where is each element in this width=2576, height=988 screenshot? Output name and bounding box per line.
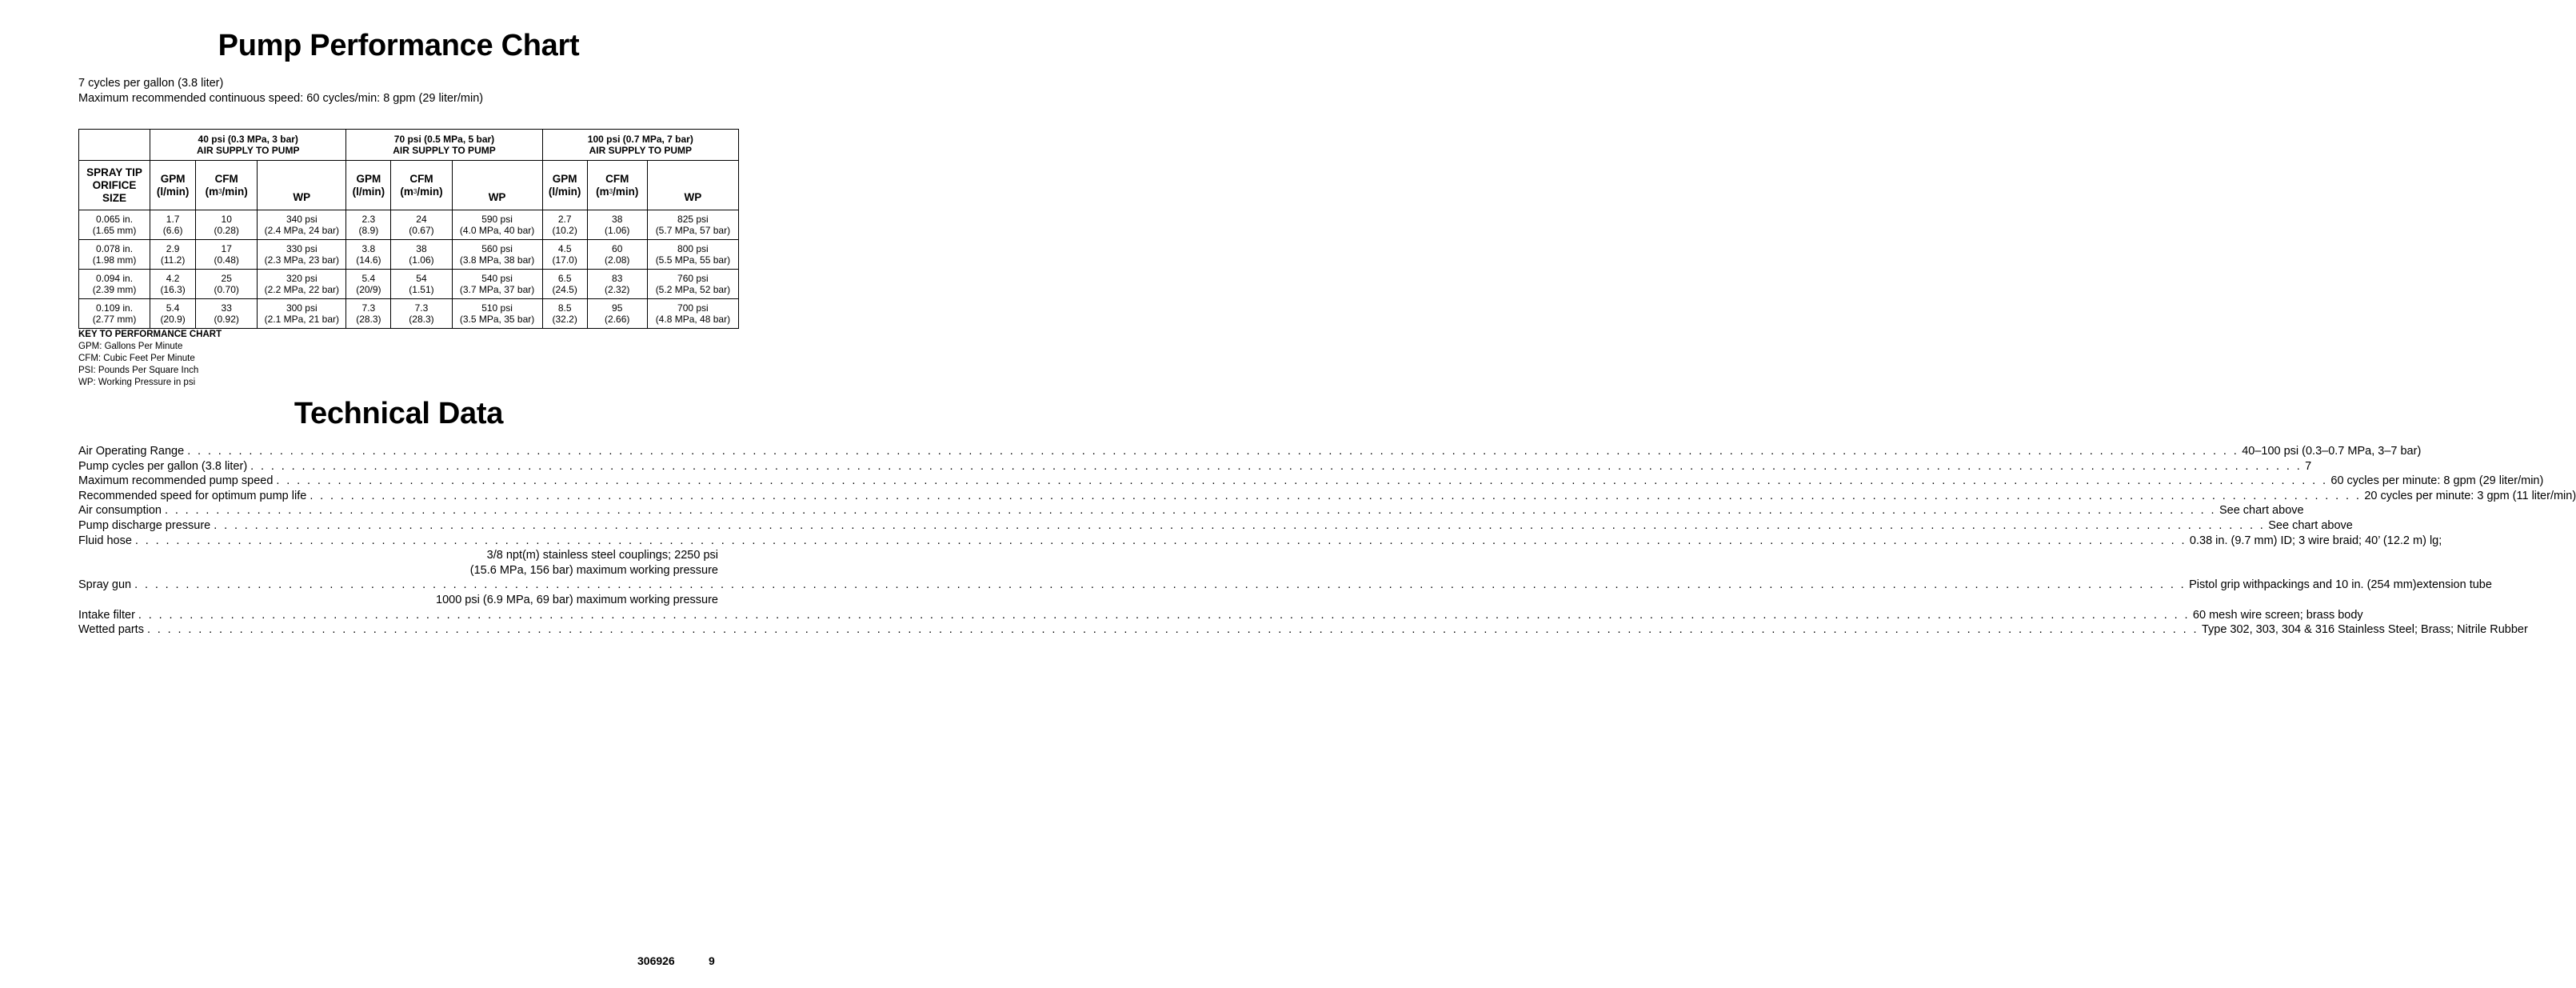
table-cell: 800 psi (5.5 MPa, 55 bar)	[647, 240, 738, 270]
key-item: GPM: Gallons Per Minute	[78, 342, 183, 351]
table-cell: 38 (1.06)	[587, 210, 647, 240]
table-row	[79, 270, 739, 299]
column-header-wp: WP	[452, 161, 542, 210]
table-cell: 8.5 (32.2)	[542, 299, 587, 329]
table-cell: 95 (2.66)	[587, 299, 647, 329]
table-corner-cell	[79, 130, 150, 161]
column-header-cfm: CFM $(m^3/\min)$	[391, 161, 452, 210]
table-cell: 17 (0.48)	[196, 240, 258, 270]
table-cell: 7.3 (28.3)	[391, 299, 452, 329]
document-number: 306926	[637, 954, 675, 967]
table-cell: 83 (2.32)	[587, 270, 647, 299]
key-item: WP: Working Pressure in psi	[78, 378, 196, 387]
table-row	[79, 240, 739, 270]
column-header-cfm: CFM $(m^3/\min)$	[587, 161, 647, 210]
table-cell: 2.9 (11.2)	[150, 240, 196, 270]
table-cell: 825 psi (5.7 MPa, 57 bar)	[647, 210, 738, 240]
intro-text	[78, 76, 483, 106]
spec-air-operating-range: Air Operating Range . . . . . . . . . . . . . . . . . . . . . . . . . . . . . . . . . . . . . . . . . . . . . . . . . . . . . . . . . . . . . . . . . . . . . . . . . . . . . . . . . . . . . . . . . . . . . . . . . . . . . . . . . . . . . . . . . . . . . . . . . . . . . . . . . . . . . . . . . . . . . . . . . . . . . . . . . . . . . . . . . . . . . . . . . . . . . . . . . . . . . . . . . . . . . . . . . . . . . . . . 40–100 psi (0.3–0.7 MPa, 3–7 bar)	[78, 445, 2422, 458]
key-item: CFM: Cubic Feet Per Minute	[78, 354, 195, 363]
column-header-cfm: CFM $(m^3/\min)$	[196, 161, 258, 210]
table-cell: 330 psi (2.3 MPa, 23 bar)	[258, 240, 346, 270]
column-header-gpm: GPM (l/min)	[542, 161, 587, 210]
group-header-70psi: 70 psi (0.5 MPa, 5 bar) AIR SUPPLY TO PUMP	[346, 130, 542, 161]
spec-fluid-hose: Fluid hose . . . . . . . . . . . . . . . . . . . . . . . . . . . . . . . . . . . . . . . . . . . . . . . . . . . . . . . . . . . . . . . . . . . . . . . . . . . . . . . . . . . . . . . . . . . . . . . . . . . . . . . . . . . . . . . . . . . . . . . . . . . . . . . . . . . . . . . . . . . . . . . . . . . . . . . . . . . . . . . . . . . . . . . . . . . . . . . . . . . . . . . . . . . . . . . . . . . . . . . . 0.38 in. (9.7 mm) ID; 3 wire braid; 40’ (12.2 m) lg;	[78, 534, 2442, 547]
tip-size-cell: 0.065 in. (1.65 mm)	[79, 210, 150, 240]
spec-recommended-speed: Recommended speed for optimum pump life . . . . . . . . . . . . . . . . . . . . . . . . . . . . . . . . . . . . . . . . . . . . . . . . . . . . . . . . . . . . . . . . . . . . . . . . . . . . . . . . . . . . . . . . . . . . . . . . . . . . . . . . . . . . . . . . . . . . . . . . . . . . . . . . . . . . . . . . . . . . . . . . . . . . . . . . . . . . . . . . . . . . . . . . . . . . . . . . . . . . . . . . . . . . . . . . . . . . . . . . 20 cycles per minute: 3 gpm (11 liter/min)	[78, 489, 2576, 502]
spec-spray-gun: Spray gun . . . . . . . . . . . . . . . . . . . . . . . . . . . . . . . . . . . . . . . . . . . . . . . . . . . . . . . . . . . . . . . . . . . . . . . . . . . . . . . . . . . . . . . . . . . . . . . . . . . . . . . . . . . . . . . . . . . . . . . . . . . . . . . . . . . . . . . . . . . . . . . . . . . . . . . . . . . . . . . . . . . . . . . . . . . . . . . . . . . . . . . . . . . . . . . . . . . . . . . . Pistol grip with packings and 10 in. (254 mm)extension tube	[78, 578, 2492, 592]
page-title: Pump Performance Chart	[218, 29, 580, 62]
spec-wetted-parts: Wetted parts . . . . . . . . . . . . . . . . . . . . . . . . . . . . . . . . . . . . . . . . . . . . . . . . . . . . . . . . . . . . . . . . . . . . . . . . . . . . . . . . . . . . . . . . . . . . . . . . . . . . . . . . . . . . . . . . . . . . . . . . . . . . . . . . . . . . . . . . . . . . . . . . . . . . . . . . . . . . . . . . . . . . . . . . . . . . . . . . . . . . . . . . . . . . . . . . . . . . . . . . Type 302, 303, 304 & 316 Stainless Steel; Brass; Nitrile Rubber	[78, 623, 2528, 637]
column-header-wp: WP	[258, 161, 346, 210]
table-cell: 300 psi (2.1 MPa, 21 bar)	[258, 299, 346, 329]
table-cell: 24 (0.67)	[391, 210, 452, 240]
spec-discharge-pressure: Pump discharge pressure . . . . . . . . . . . . . . . . . . . . . . . . . . . . . . . . . . . . . . . . . . . . . . . . . . . . . . . . . . . . . . . . . . . . . . . . . . . . . . . . . . . . . . . . . . . . . . . . . . . . . . . . . . . . . . . . . . . . . . . . . . . . . . . . . . . . . . . . . . . . . . . . . . . . . . . . . . . . . . . . . . . . . . . . . . . . . . . . . . . . . . . . . . . . . . . . . . . . . . . . See chart above	[78, 518, 2353, 532]
table-cell: 5.4 (20.9)	[150, 299, 196, 329]
table-group-header-row	[79, 130, 739, 161]
group-header-40psi: 40 psi (0.3 MPa, 3 bar) AIR SUPPLY TO PUMP	[150, 130, 346, 161]
page-number: 9	[709, 954, 715, 967]
max-speed-text: Maximum recommended continuous speed: 60 cycles/min: 8 gpm (29 liter/min)	[78, 92, 484, 105]
table-cell: 54 (1.51)	[391, 270, 452, 299]
section-title-technical-data: Technical Data	[294, 397, 504, 430]
performance-table	[78, 129, 739, 329]
table-cell: 3.8 (14.6)	[346, 240, 391, 270]
table-cell: 38 (1.06)	[391, 240, 452, 270]
spec-fluid-hose-cont: (15.6 MPa, 156 bar) maximum working pressure	[469, 563, 718, 577]
table-row	[79, 299, 739, 329]
table-cell: 560 psi (3.8 MPa, 38 bar)	[452, 240, 542, 270]
table-cell: 700 psi (4.8 MPa, 48 bar)	[647, 299, 738, 329]
spec-spray-gun-cont: 1000 psi (6.9 MPa, 69 bar) maximum working pressure	[436, 593, 718, 606]
table-cell: 10 (0.28)	[196, 210, 258, 240]
key-title: KEY TO PERFORMANCE CHART	[78, 330, 222, 339]
table-cell: 33 (0.92)	[196, 299, 258, 329]
table-cell: 60 (2.08)	[587, 240, 647, 270]
table-cell: 540 psi (3.7 MPa, 37 bar)	[452, 270, 542, 299]
tip-size-cell: 0.078 in. (1.98 mm)	[79, 240, 150, 270]
cycles-per-gallon-text: 7 cycles per gallon (3.8 liter)	[78, 77, 224, 90]
table-row	[79, 210, 739, 240]
column-header-tip: SPRAY TIP ORIFICE SIZE	[79, 161, 150, 210]
table-cell: 590 psi (4.0 MPa, 40 bar)	[452, 210, 542, 240]
tip-size-cell: 0.109 in. (2.77 mm)	[79, 299, 150, 329]
table-cell: 6.5 (24.5)	[542, 270, 587, 299]
table-column-header-row	[79, 161, 739, 210]
spec-pump-cycles: Pump cycles per gallon (3.8 liter) . . . . . . . . . . . . . . . . . . . . . . . . . . . . . . . . . . . . . . . . . . . . . . . . . . . . . . . . . . . . . . . . . . . . . . . . . . . . . . . . . . . . . . . . . . . . . . . . . . . . . . . . . . . . . . . . . . . . . . . . . . . . . . . . . . . . . . . . . . . . . . . . . . . . . . . . . . . . . . . . . . . . . . . . . . . . . . . . . . . . . . . . . . . . . . . . . . . . . . . . 7	[78, 459, 2312, 473]
spec-intake-filter: Intake filter . . . . . . . . . . . . . . . . . . . . . . . . . . . . . . . . . . . . . . . . . . . . . . . . . . . . . . . . . . . . . . . . . . . . . . . . . . . . . . . . . . . . . . . . . . . . . . . . . . . . . . . . . . . . . . . . . . . . . . . . . . . . . . . . . . . . . . . . . . . . . . . . . . . . . . . . . . . . . . . . . . . . . . . . . . . . . . . . . . . . . . . . . . . . . . . . . . . . . . . . 60 mesh wire screen; brass body	[78, 608, 2363, 622]
table-cell: 25 (0.70)	[196, 270, 258, 299]
spec-fluid-hose-cont: 3/8 npt(m) stainless steel couplings; 2250 psi	[486, 549, 718, 562]
spec-air-consumption: Air consumption . . . . . . . . . . . . . . . . . . . . . . . . . . . . . . . . . . . . . . . . . . . . . . . . . . . . . . . . . . . . . . . . . . . . . . . . . . . . . . . . . . . . . . . . . . . . . . . . . . . . . . . . . . . . . . . . . . . . . . . . . . . . . . . . . . . . . . . . . . . . . . . . . . . . . . . . . . . . . . . . . . . . . . . . . . . . . . . . . . . . . . . . . . . . . . . . . . . . . . . . See chart above	[78, 504, 2304, 518]
technical-data-list	[78, 444, 2576, 638]
column-header-wp: WP	[647, 161, 738, 210]
table-cell: 7.3 (28.3)	[346, 299, 391, 329]
column-header-gpm: GPM (l/min)	[346, 161, 391, 210]
tip-size-cell: 0.094 in. (2.39 mm)	[79, 270, 150, 299]
table-cell: 4.5 (17.0)	[542, 240, 587, 270]
table-cell: 340 psi (2.4 MPa, 24 bar)	[258, 210, 346, 240]
table-cell: 510 psi (3.5 MPa, 35 bar)	[452, 299, 542, 329]
table-cell: 760 psi (5.2 MPa, 52 bar)	[647, 270, 738, 299]
group-header-100psi: 100 psi (0.7 MPa, 7 bar) AIR SUPPLY TO PUMP	[542, 130, 738, 161]
table-cell: 5.4 (20/9)	[346, 270, 391, 299]
table-cell: 2.7 (10.2)	[542, 210, 587, 240]
table-cell: 2.3 (8.9)	[346, 210, 391, 240]
chart-key	[78, 329, 222, 389]
table-cell: 320 psi (2.2 MPa, 22 bar)	[258, 270, 346, 299]
table-cell: 1.7 (6.6)	[150, 210, 196, 240]
spec-max-pump-speed: Maximum recommended pump speed . . . . . . . . . . . . . . . . . . . . . . . . . . . . . . . . . . . . . . . . . . . . . . . . . . . . . . . . . . . . . . . . . . . . . . . . . . . . . . . . . . . . . . . . . . . . . . . . . . . . . . . . . . . . . . . . . . . . . . . . . . . . . . . . . . . . . . . . . . . . . . . . . . . . . . . . . . . . . . . . . . . . . . . . . . . . . . . . . . . . . . . . . . . . . . . . . . . . . . . . 60 cycles per minute: 8 gpm (29 liter/min)	[78, 474, 2544, 488]
key-item: PSI: Pounds Per Square Inch	[78, 366, 199, 375]
column-header-gpm: GPM (l/min)	[150, 161, 196, 210]
table-cell: 4.2 (16.3)	[150, 270, 196, 299]
